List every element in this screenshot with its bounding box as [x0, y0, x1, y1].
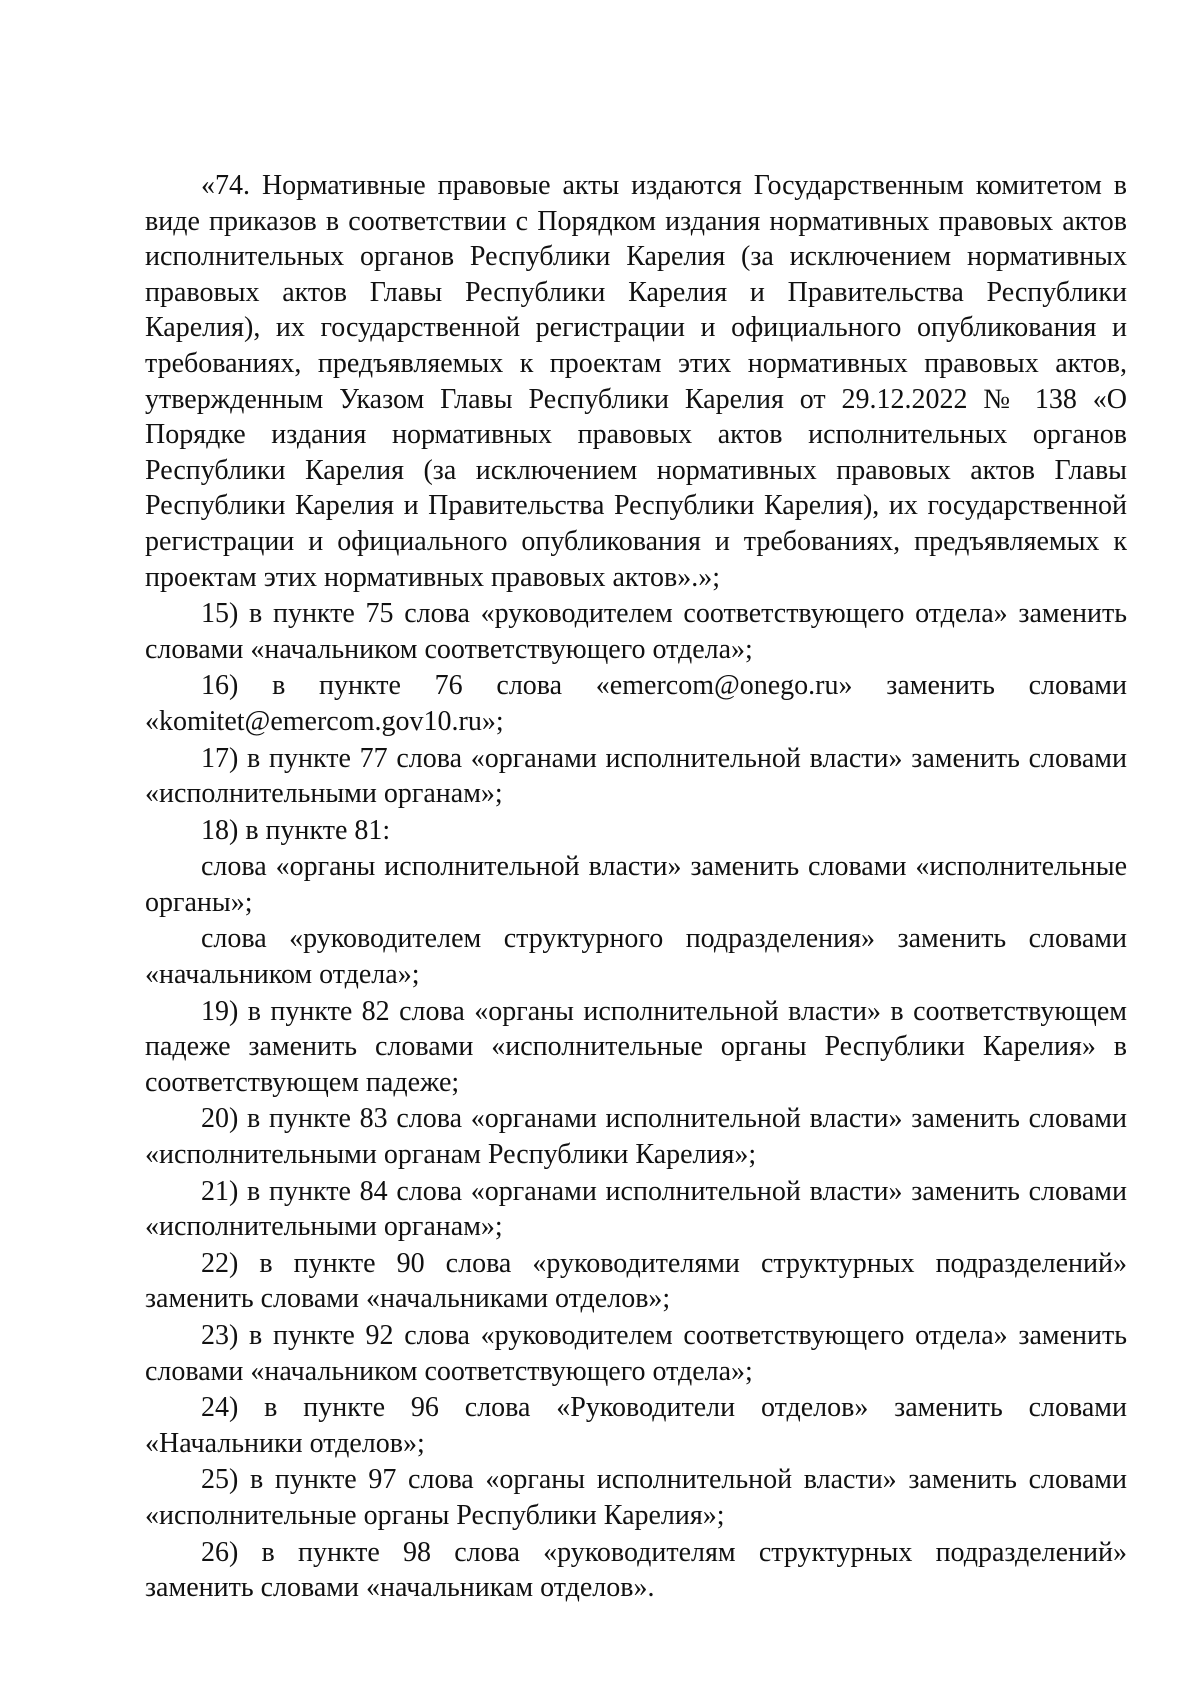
paragraph-item-17: 17) в пункте 77 слова «органами исполнительной власти» заменить словами «исполнительными органам»; [145, 742, 1127, 810]
paragraph-item-24: 24) в пункте 96 слова «Руководители отделов» заменить словами «Начальники отделов»; [145, 1392, 1127, 1459]
paragraph-item-19: 19) в пункте 82 слова «органы исполнительной власти» в соответствующем падеже заменить словами «исполнительные органы Республики Карелия» в соответствующем падеже; [145, 995, 1127, 1098]
paragraph-item-18-sub-1: слова «органы исполнительной власти» заменить словами «исполнительные органы»; [145, 851, 1127, 918]
paragraph-74: «74. Нормативные правовые акты издаются Государственным комитетом в виде приказов в соответствии с Порядком издания нормативных правовых актов исполнительных органов Республики Карелия (за исключением нормативных правовых актов Главы Республики Карелия и Правительства Республики Карелия), их государственной регистрации и официального опубликования и требованиях, предъявляемых к проектам этих нормативных правовых актов, утвержденным Указом Главы Республики Карелия от 29.12.2022 № 138 «О Порядке издания нормативных правовых актов исполнительных органов Республики Карелия (за исключением нормативных правовых актов Главы Республики Карелия и Правительства Республики Карелия), их государственной регистрации и официального опубликования и требованиях, предъявляемых к проектам этих нормативных правовых актов».»; [145, 170, 1127, 593]
paragraph-item-16: 16) в пункте 76 слова «emercom@onego.ru» заменить словами «komitet@emercom.gov10.ru»; [145, 670, 1127, 737]
paragraph-item-22: 22) в пункте 90 слова «руководителями структурных подразделений» заменить словами «начальниками отделов»; [145, 1247, 1127, 1315]
paragraph-item-20: 20) в пункте 83 слова «органами исполнительной власти» заменить словами «исполнительными органам Республики Карелия»; [145, 1103, 1127, 1171]
document-body [145, 168, 1127, 1606]
paragraph-item-23: 23) в пункте 92 слова «руководителем соответствующего отдела» заменить словами «начальником соответствующего отдела»; [145, 1320, 1127, 1387]
paragraph-item-26: 26) в пункте 98 слова «руководителям структурных подразделений» заменить словами «начальникам отделов». [145, 1536, 1127, 1604]
paragraph-item-18-sub-2: слова «руководителем структурного подразделения» заменить словами «начальником отдела»; [145, 923, 1127, 991]
paragraph-item-21: 21) в пункте 84 слова «органами исполнительной власти» заменить словами «исполнительными органам»; [145, 1175, 1127, 1243]
paragraph-item-18: 18) в пункте 81: [201, 814, 391, 846]
paragraph-item-25: 25) в пункте 97 слова «органы исполнительной власти» заменить словами «исполнительные органы Республики Карелия»; [145, 1464, 1127, 1531]
paragraph-item-15: 15) в пункте 75 слова «руководителем соответствующего отдела» заменить словами «начальником соответствующего отдела»; [145, 598, 1127, 665]
